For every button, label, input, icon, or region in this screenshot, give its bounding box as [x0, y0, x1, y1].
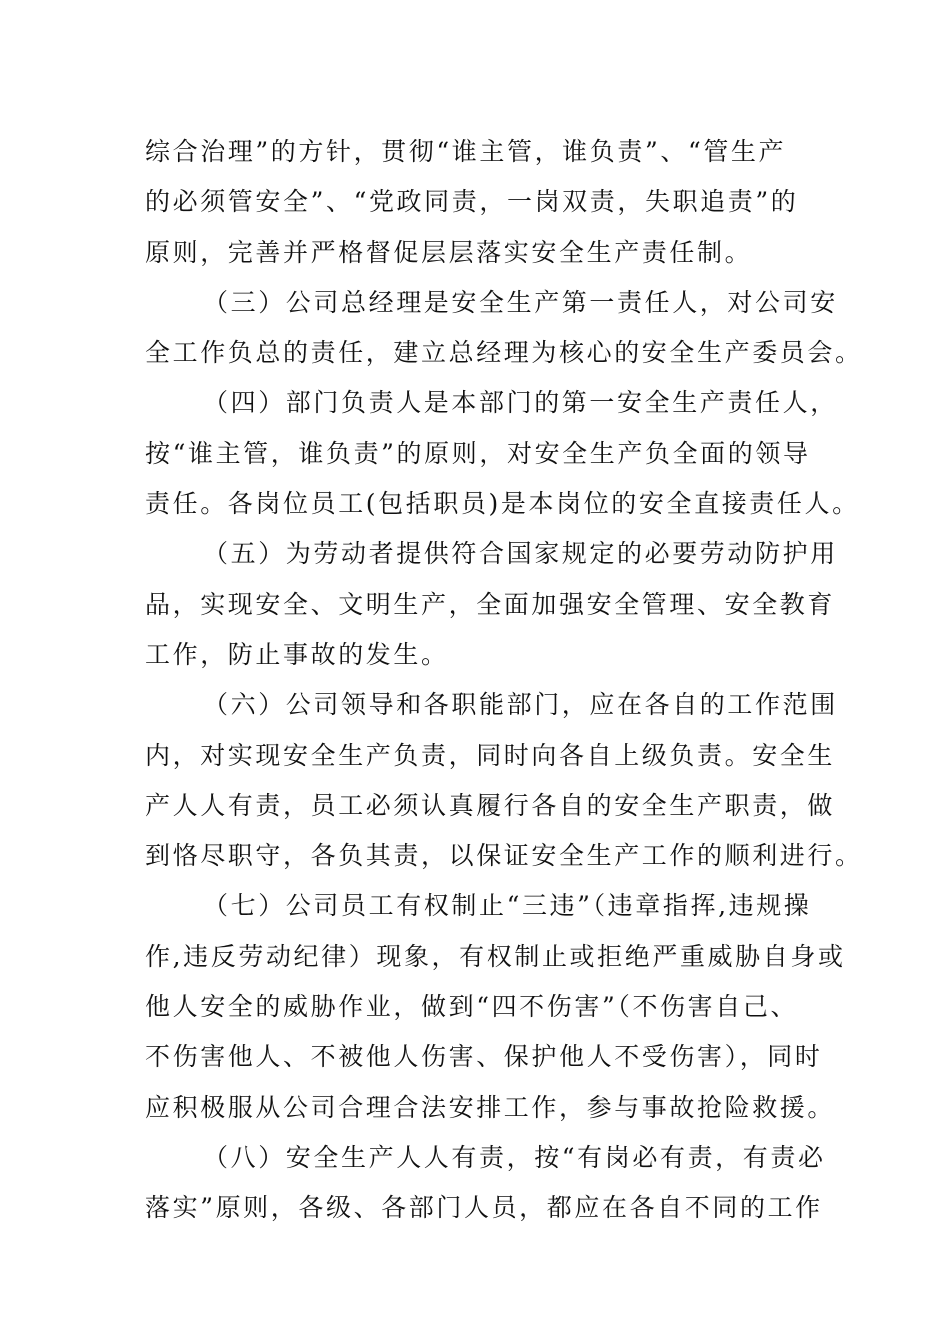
text-line: 工作，防止事故的发生。 [145, 639, 449, 669]
text-line: 到恪尽职守，各负其责，以保证安全生产工作的顺利进行。 [145, 841, 863, 871]
text-line: 落实”原则，各级、各部门人员，都应在各自不同的工作 [145, 1193, 823, 1223]
text-line: 作,违反劳动纪律）现象，有权制止或拒绝严重威胁自身或 [145, 941, 846, 971]
text-line: 按“谁主管，谁负责”的原则，对安全生产负全面的领导 [145, 438, 811, 468]
paragraph-start-line: （五）为劳动者提供符合国家规定的必要劳动防护用 [203, 539, 838, 569]
text-line: 原则，完善并严格督促层层落实安全生产责任制。 [145, 237, 753, 267]
body-text [145, 127, 863, 1234]
text-line: 产人人有责，员工必须认真履行各自的安全生产职责，做 [145, 790, 836, 820]
text-line: 全工作负总的责任，建立总经理为核心的安全生产委员会。 [145, 338, 863, 368]
text-line: 品，实现安全、文明生产，全面加强安全管理、安全教育 [145, 589, 836, 619]
text-line: 他人安全的威胁作业，做到“四不伤害”（不伤害自己、 [145, 992, 799, 1022]
text-line: 内，对实现安全生产负责，同时向各自上级负责。安全生 [145, 740, 836, 770]
text-line: 综合治理”的方针，贯彻“谁主管，谁负责”、“管生产 [145, 137, 787, 166]
text-line: 责任。各岗位员工(包括职员)是本岗位的安全直接责任人。 [145, 489, 860, 519]
paragraph-start-line: （六）公司领导和各职能部门，应在各自的工作范围 [203, 690, 838, 720]
text-line: 不伤害他人、不被他人伤害、保护他人不受伤害），同时 [145, 1042, 823, 1072]
paragraph-start-line: （七）公司员工有权制止“三违”（违章指挥,违规操 [203, 891, 812, 921]
paragraph-start-line: （三）公司总经理是安全生产第一责任人，对公司安 [203, 287, 838, 317]
paragraph-start-line: （四）部门负责人是本部门的第一安全生产责任人， [203, 388, 838, 418]
text-line: 的必须管安全”、“党政同责，一岗双责，失职追责”的 [145, 187, 799, 217]
text-line: 应积极服从公司合理合法安排工作，参与事故抢险救援。 [145, 1092, 836, 1122]
paragraph-start-line: （八）安全生产人人有责，按“有岗必有责，有责必 [203, 1142, 826, 1172]
